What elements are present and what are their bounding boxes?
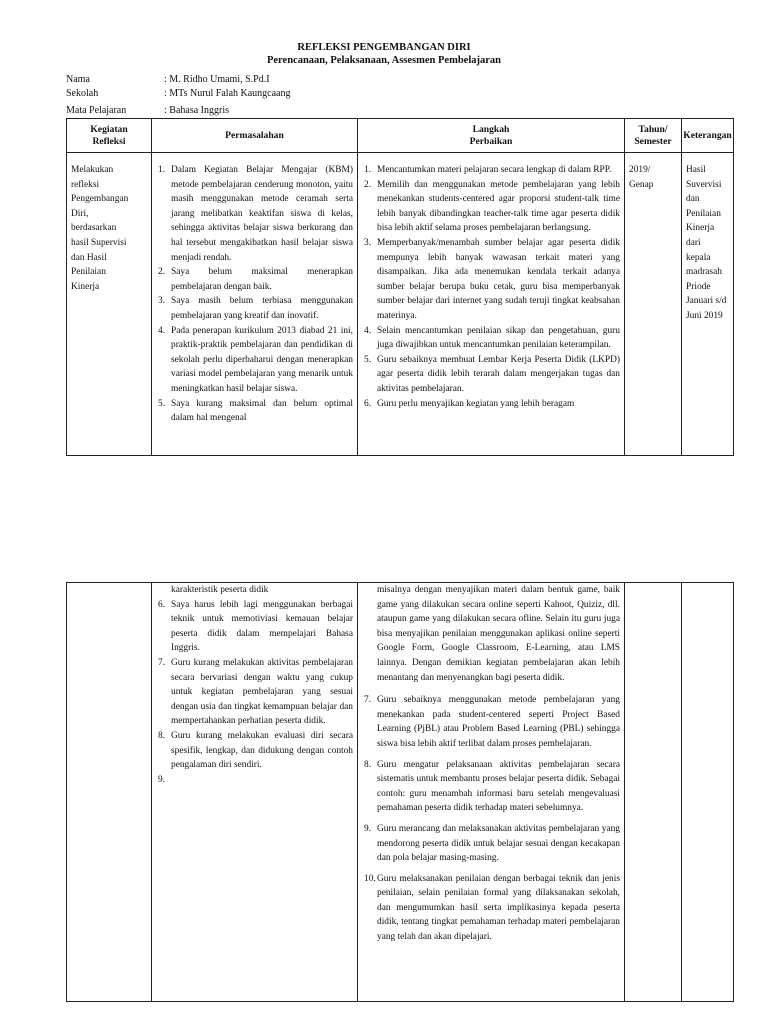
- tahun-cell: [625, 153, 682, 456]
- list-item: [362, 353, 620, 397]
- keterangan-cell: [682, 583, 734, 1002]
- list-item: [156, 598, 353, 656]
- keterangan-line: kepala: [686, 252, 711, 263]
- keterangan-line: Priode: [686, 281, 711, 292]
- keterangan-line: Juni 2019: [686, 310, 723, 321]
- list-item-number: 8.: [158, 730, 166, 741]
- kegiatan-cell: [67, 153, 152, 456]
- list-item: [362, 693, 620, 751]
- list-item: [362, 822, 620, 866]
- list-item-text: Guru kurang melakukan evaluasi diri secara spesifik, lengkap, dan didukung dengan contoh pengalaman diri sendiri.: [171, 730, 353, 771]
- keterangan-line: Kinerja: [686, 223, 715, 234]
- list-item-number: 9.: [158, 774, 166, 785]
- keterangan-cell: [682, 153, 734, 456]
- list-item-number: 2.: [158, 267, 166, 278]
- list-item-text: Selain mencantumkan penilaian sikap dan pengetahuan, guru juga diwajibkan untuk mencantumkan penilaian keterampilan.: [377, 325, 620, 351]
- list-item-number: 5.: [364, 354, 372, 365]
- header-kegiatan: Kegiatan Refleksi: [67, 119, 152, 153]
- kegiatan-line: Pengembangan: [71, 194, 129, 205]
- tahun-line: Genap: [629, 179, 654, 190]
- list-item: [156, 294, 353, 323]
- list-item-number: 9.: [364, 823, 372, 834]
- list-item-number: 3.: [158, 296, 166, 307]
- list-item: [156, 397, 353, 426]
- table-row: [67, 153, 734, 456]
- kegiatan-line: refleksi: [71, 179, 100, 190]
- keterangan-line: Januari s/d: [686, 296, 727, 307]
- document-subtitle: Perencanaan, Pelaksanaan, Assesmen Pembelajaran: [266, 55, 501, 66]
- list-item-number: 3.: [364, 237, 372, 248]
- list-item-text: Saya masih belum terbiasa menggunakan pembelajaran yang kreatif dan inovatif.: [171, 296, 353, 321]
- list-item: [156, 265, 353, 294]
- header-langkah: Langkah Perbaikan: [358, 119, 625, 153]
- list-item-text: Guru perlu menyajikan kegiatan yang lebih beragam: [377, 398, 575, 409]
- kegiatan-line: Melakukan: [71, 165, 114, 175]
- list-item: [362, 758, 620, 816]
- permasalahan-cell: [152, 153, 358, 456]
- header-tahun: Tahun/ Semester: [625, 119, 682, 153]
- list-item: [362, 872, 620, 945]
- table-header-row: [67, 119, 734, 153]
- list-item-number: 6.: [158, 599, 166, 610]
- keterangan-line: Hasil: [686, 165, 706, 175]
- meta-value: : MTs Nurul Falah Kaungcaang: [164, 88, 291, 99]
- kegiatan-line: dan Hasil: [71, 252, 107, 263]
- list-item-text: Saya harus lebih lagi menggunakan berbagai teknik untuk memotiviasi kemauan belajar peserta didik dalam mempelajari Bahasa Inggris.: [171, 599, 353, 654]
- tahun-line: 2019/: [629, 165, 651, 175]
- list-item-number: 8.: [364, 759, 372, 770]
- langkah-cell: [358, 583, 625, 1002]
- list-item-text: Guru sebaiknya membuat Lembar Kerja Peserta Didik (LKPD) agar peserta didik lebih terarah dalam mengerjakan tugas dan aktivitas pembelajaran.: [377, 354, 620, 394]
- kegiatan-line: Penilaian: [71, 267, 106, 278]
- list-item-text: Pada penerapan kurikulum 2013 diabad 21 ini, praktik-praktik pembelajaran dan pendidikan di sekolah perlu diperbaharui dengan menerapkan variasi model pembelajaran yang menarik untuk meningkatkan hasil belajar siswa.: [171, 325, 353, 394]
- list-item-text: Mencantumkan materi pelajaran secara lengkap di dalam RPP.: [377, 165, 612, 175]
- keterangan-line: Suvervisi: [686, 179, 722, 190]
- list-item-number: 2.: [364, 179, 372, 190]
- list-item-number: 4.: [364, 325, 372, 336]
- list-item-text: Guru melaksanakan penilaian dengan berbagai teknik dan jenis penilaian, selain penilaian formal yang dilaksanakan sekolah, dan mengumumkan hasil serta implikasinya kepada peserta didik, tentang tingkat pemahaman terhadap materi pembelajaran yang telah dan akan dipelajari.: [377, 873, 620, 943]
- list-item-number: 5.: [158, 398, 166, 409]
- meta-nama: [66, 74, 270, 85]
- list-item-number: 10.: [364, 873, 376, 884]
- kegiatan-line: Kinerja: [71, 281, 100, 292]
- kegiatan-line: Diri,: [71, 208, 89, 219]
- list-item-text: Guru kurang melakukan aktivitas pembelajaran secara bervariasi dengan waktu yang cukup untuk kegiatan pembelajaran yang sesuai dengan usia dan tingkat kemampuan belajar dan mempertahankan perhatian peserta didik.: [171, 657, 353, 727]
- list-item: [362, 324, 620, 353]
- meta-value: : Bahasa Inggris: [164, 105, 229, 116]
- langkah-cell: [358, 153, 625, 456]
- list-item: [156, 729, 353, 773]
- meta-sekolah: [66, 88, 291, 99]
- list-item-text: Memperbanyak/menambah sumber belajar agar peserta didik mempunya lebih banyak wawasan terkait materi yang disampaikan. Jika ada menemukan kendala terkait adanya sumber belajar berupa buku cetak, guru bisa memperbanyak sumber belajar dari internet yang sudah teruji tingkat keabsahan materinya.: [377, 237, 620, 321]
- list-item-number: 4.: [158, 325, 166, 336]
- list-item: [156, 163, 353, 265]
- list-item-number: 7.: [364, 695, 372, 706]
- meta-value: : M. Ridho Umami, S.Pd.I: [164, 74, 270, 85]
- meta-label: Mata Pelajaran: [66, 105, 127, 116]
- list-item-number: 1.: [364, 165, 372, 175]
- list-item-text: Dalam Kegiatan Belajar Mengajar (KBM) metode pembelajaran cenderung monoton, yaitu masih menggunakan metode ceramah serta jarang melibatkan keaktifan siswa di kelas, sehingga aktivitas belajar siswa berkurang dan hal tersebut mengakibatkan hasil belajar siswa menjadi rendah.: [171, 165, 353, 263]
- list-item-text: Memilih dan menggunakan metode pembelajaran yang lebih menekankan students-centered agar proporsi student-talk time lebih banyak dibandingkan teacher-talk time agar peserta didik bisa lebih aktif selama proses pembelajaran berlangsung.: [377, 179, 620, 234]
- header-permasalahan: Permasalahan: [152, 119, 358, 153]
- list-item-text: Guru merancang dan melaksanakan aktivitas pembelajaran yang mendorong peserta didik untuk belajar sesuai dengan kecakapan dan pola belajar masing-masing.: [377, 823, 620, 864]
- tahun-cell: [625, 583, 682, 1002]
- keterangan-line: madrasah: [686, 267, 722, 278]
- kegiatan-line: berdasarkan: [71, 223, 117, 234]
- keterangan-line: Penilaian: [686, 208, 721, 219]
- kegiatan-cell: [67, 583, 152, 1002]
- langkah-continuation: misalnya dengan menyajikan materi dalam bentuk game, baik game yang dilakukan secara online seperti Kahoot, Quiziz, dll. ataupun game yang dilakukan secara ofline. Selain itu guru juga bisa menyajikan penilaian menggunakan aplikasi online seperti Google Form, Google Classroom, E-Learning, atau LMS lainnya. Dengan demikian kegiatan pembelajaran akan lebih menantang dan menyenangkan bagi peserta didik.: [377, 585, 620, 683]
- permasalahan-cell: [152, 583, 358, 1002]
- list-item: [362, 178, 620, 236]
- keterangan-line: dan: [686, 194, 700, 205]
- reflection-table-page-1: [66, 118, 734, 456]
- list-item: [156, 324, 353, 397]
- document-title: REFLEKSI PENGEMBANGAN DIRI: [297, 42, 471, 53]
- keterangan-line: dari: [686, 237, 701, 248]
- list-item-text: Guru mengatur pelaksanaan aktivitas pembelajaran secara sistematis untuk membantu proses belajar peserta didik. Sebagai contoh: guru menambah informasi baru setelah mengevaluasi pemahaman peserta didik terhadap materi sebelumnya.: [377, 759, 620, 814]
- permasalahan-continuation: karakteristik peserta didik: [171, 585, 269, 595]
- reflection-table-page-2: [66, 582, 734, 1002]
- list-item: [156, 656, 353, 729]
- table-row: [67, 583, 734, 1002]
- list-item: [362, 397, 620, 412]
- list-item-text: Saya kurang maksimal dan belum optimal dalam hal mengenal: [171, 398, 353, 424]
- list-item-number: 6.: [364, 398, 372, 409]
- header-keterangan: Keterangan: [682, 119, 734, 153]
- list-item-text: Saya belum maksimal menerapkan pembelajaran dengan baik.: [171, 267, 353, 292]
- meta-mapel: [66, 105, 229, 116]
- list-item-number: 1.: [158, 165, 166, 175]
- kegiatan-line: hasil Supervisi: [71, 237, 127, 248]
- list-item: [362, 236, 620, 324]
- list-item-number: 7.: [158, 657, 166, 668]
- meta-label: Sekolah: [66, 88, 99, 99]
- list-item-text: Guru sebaiknya menggunakan metode pembelajaran yang menekankan pada student-centered seperti Project Based Learning (PjBL) atau Problem Based Learning (PBL) sehingga siswa bisa lebih aktif terlibat dalam proses pembelajaran.: [377, 695, 620, 749]
- list-item: [362, 163, 620, 178]
- meta-label: Nama: [66, 74, 90, 85]
